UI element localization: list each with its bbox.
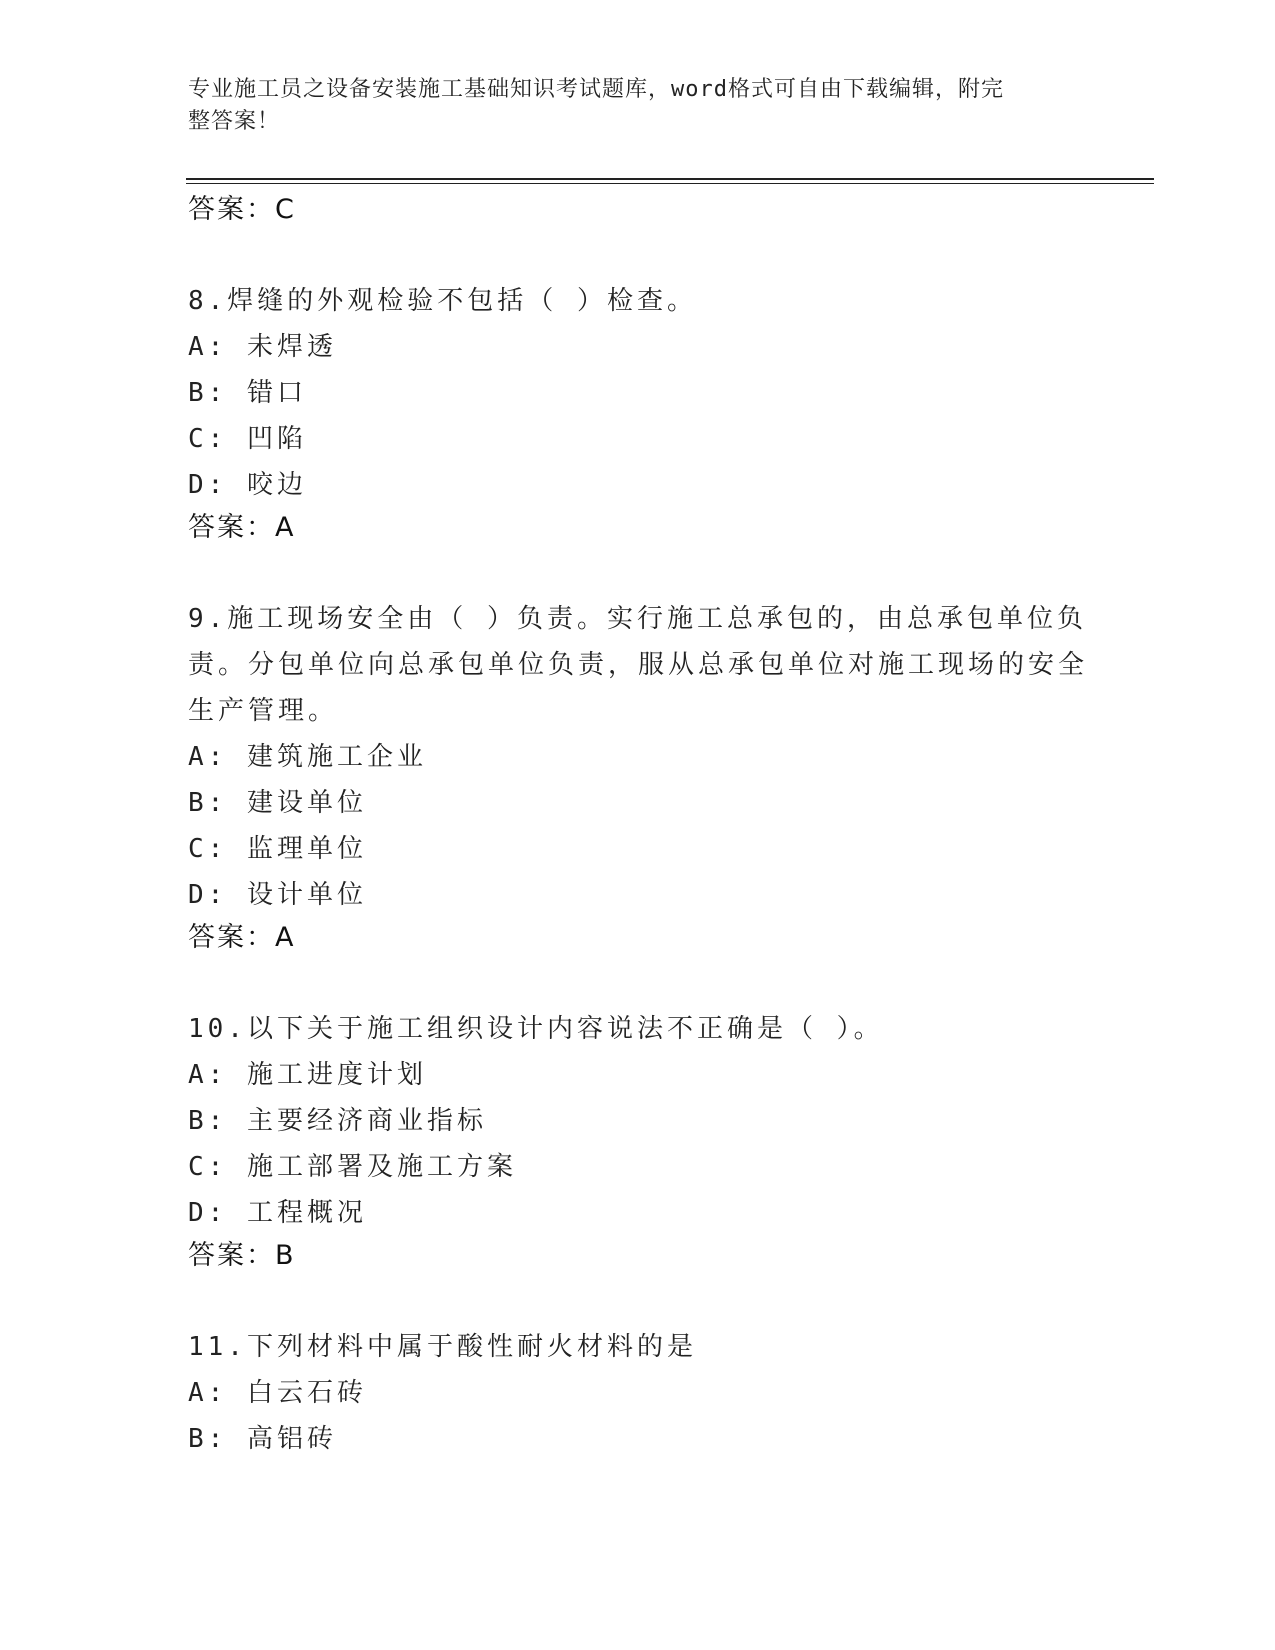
option-c: C: 施工部署及施工方案	[188, 1152, 517, 1182]
header-line-2: 整答案！	[188, 109, 281, 134]
header-line-1: 专业施工员之设备安装施工基础知识考试题库，word格式可自由下载编辑，附完	[188, 77, 1004, 102]
option-b: B: 高铝砖	[188, 1424, 337, 1454]
option-b: B: 错口	[188, 378, 307, 408]
question-answer: 答案：B	[188, 1240, 296, 1271]
question-stem: 9.施工现场安全由（ ）负责。实行施工总承包的，由总承包单位负责。分包单位向总承包单位负责，服从总承包单位对施工现场的安全生产管理。	[188, 604, 1089, 726]
header-divider-thick	[186, 178, 1154, 180]
question-9	[188, 596, 1088, 956]
question-10	[188, 1006, 1088, 1274]
option-b: B: 主要经济商业指标	[188, 1106, 487, 1136]
question-8	[188, 278, 1088, 546]
question-11	[188, 1324, 1088, 1462]
option-b: B: 建设单位	[188, 788, 367, 818]
option-c: C: 凹陷	[188, 424, 307, 454]
previous-answer: 答案：C	[188, 194, 296, 225]
document-body	[188, 192, 1088, 1462]
question-answer: 答案：A	[188, 512, 296, 543]
option-d: D: 设计单位	[188, 880, 367, 910]
option-a: A: 未焊透	[188, 332, 337, 362]
option-a: A: 施工进度计划	[188, 1060, 427, 1090]
question-answer: 答案：A	[188, 922, 296, 953]
option-d: D: 工程概况	[188, 1198, 367, 1228]
document-header	[188, 74, 1068, 138]
option-a: A: 白云石砖	[188, 1378, 367, 1408]
header-divider-thin	[186, 183, 1154, 184]
question-stem: 11.下列材料中属于酸性耐火材料的是	[188, 1332, 697, 1362]
option-a: A: 建筑施工企业	[188, 742, 427, 772]
question-stem: 10.以下关于施工组织设计内容说法不正确是（ ）。	[188, 1014, 884, 1044]
option-d: D: 咬边	[188, 470, 307, 500]
question-stem: 8.焊缝的外观检验不包括（ ）检查。	[188, 286, 697, 316]
option-c: C: 监理单位	[188, 834, 367, 864]
